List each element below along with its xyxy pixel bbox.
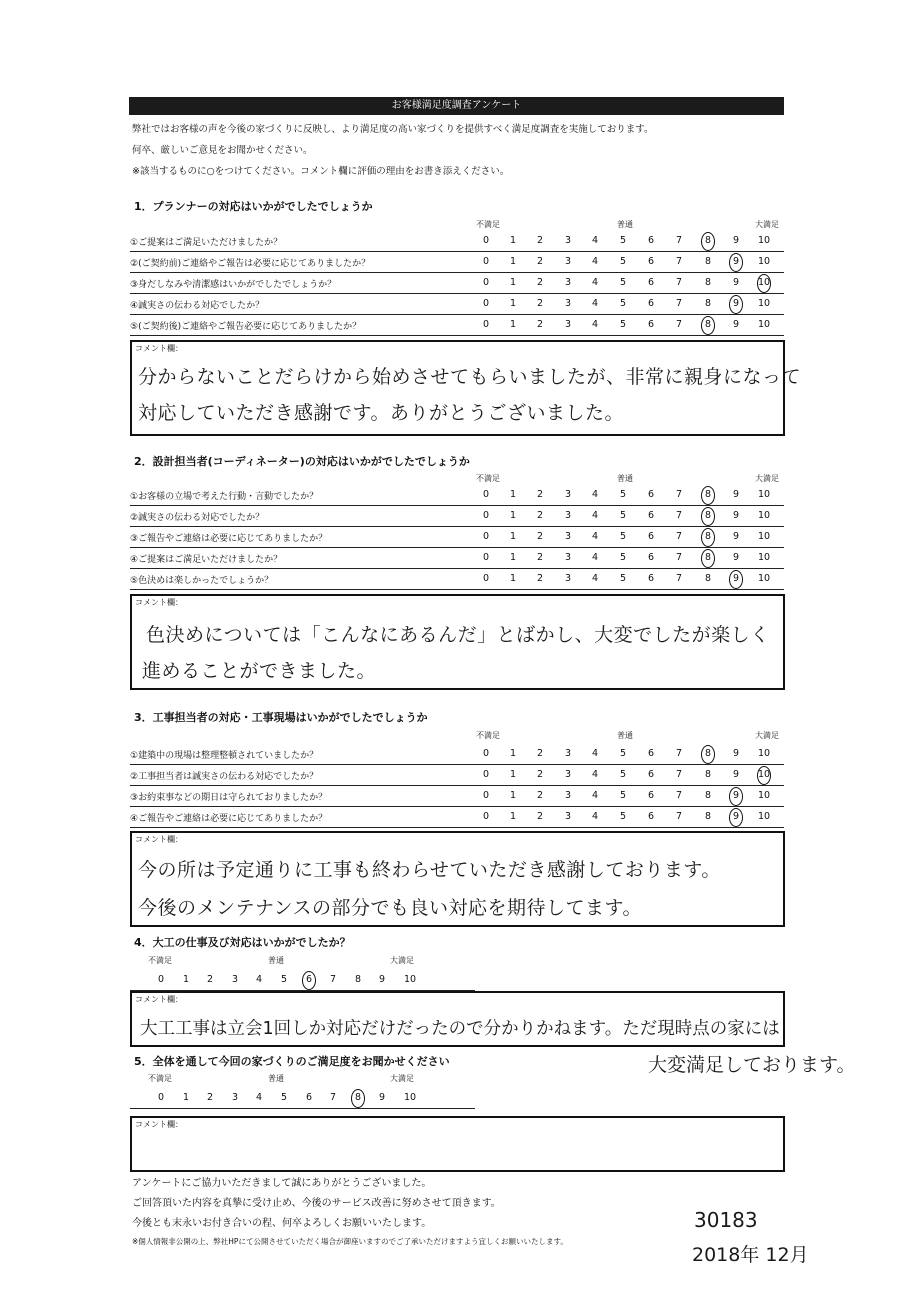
rating-option-2[interactable]: 2	[536, 510, 544, 521]
rating-option-0[interactable]: 0	[482, 298, 490, 309]
comment-label: コメント欄：	[135, 835, 183, 844]
rating-option-9[interactable]: 9	[732, 489, 740, 500]
comment-box-3[interactable]	[130, 831, 785, 927]
intro-line-1: 弊社ではお客様の声を今後の家づくりに反映し、より満足度の高い家づくりを提供すべく満足度調査を実施しております。	[132, 124, 654, 135]
footer-privacy-note: ※個人情報非公開の上、弊社HPにて公開させていただく場合が御座いますのでご了承いただけますよう宜しくお願いいたします。	[132, 1237, 568, 1246]
rating-option-0[interactable]: 0	[157, 974, 165, 985]
question-text: ④誠実さの伝わる対応でしたか？	[130, 301, 265, 311]
question-text: ④ご提案はご満足いただけましたか？	[130, 555, 283, 565]
question-text: ②誠実さの伝わる対応でしたか？	[130, 513, 265, 523]
rating-option-0[interactable]: 0	[482, 811, 490, 822]
rating-option-5[interactable]: 5	[280, 1092, 288, 1103]
rating-option-0[interactable]: 0	[482, 319, 490, 330]
rating-option-3[interactable]: 3	[564, 748, 572, 759]
rating-option-7[interactable]: 7	[675, 298, 683, 309]
rating-option-1[interactable]: 1	[509, 531, 517, 542]
rating-option-1[interactable]: 1	[182, 974, 190, 985]
question-row	[130, 807, 784, 828]
rating-option-8[interactable]: 8	[704, 277, 712, 288]
comment-label: コメント欄：	[135, 1120, 183, 1129]
rating-option-1[interactable]: 1	[509, 769, 517, 780]
rating-option-1[interactable]: 1	[509, 256, 517, 267]
rating-option-2[interactable]: 2	[536, 531, 544, 542]
section-2-title: 2．設計担当者(コーディネーター)の対応はいかがでしたでしょうか	[134, 455, 470, 468]
scale-high-label: 大満足	[390, 1074, 414, 1083]
rating-option-2[interactable]: 2	[536, 573, 544, 584]
rating-option-1[interactable]: 1	[509, 748, 517, 759]
rating-option-10[interactable]: 10	[757, 489, 771, 500]
rating-option-2[interactable]: 2	[536, 256, 544, 267]
rating-option-4[interactable]: 4	[591, 573, 599, 584]
rating-option-4[interactable]: 4	[591, 790, 599, 801]
rating-option-7[interactable]: 7	[675, 748, 683, 759]
rating-option-7[interactable]: 7	[675, 510, 683, 521]
question-text: ③お約束事などの期日は守られておりましたか？	[130, 793, 328, 803]
rating-option-10[interactable]: 10	[757, 573, 771, 584]
rating-option-7[interactable]: 7	[329, 974, 337, 985]
intro-line-3: ※該当するものに○をつけてください。コメント欄に評価の理由をお書き添えください。	[132, 166, 510, 177]
rating-option-1[interactable]: 1	[509, 510, 517, 521]
scale-low-label: 不満足	[148, 956, 172, 965]
rating-option-9[interactable]: 9	[732, 319, 740, 330]
comment-2-line-2: 進めることができました。	[142, 660, 377, 682]
rating-option-0[interactable]: 0	[482, 790, 490, 801]
section-3-title: 3．工事担当者の対応・工事現場はいかがでしたでしょうか	[134, 711, 428, 724]
rating-option-2[interactable]: 2	[536, 748, 544, 759]
rating-option-5[interactable]: 5	[619, 489, 627, 500]
rating-option-8[interactable]: 8	[348, 1092, 368, 1103]
rating-option-4[interactable]: 4	[591, 552, 599, 563]
rating-option-0[interactable]: 0	[157, 1092, 165, 1103]
comment-3-line-1: 今の所は予定通りに工事も終わらせていただき感謝しております。	[138, 859, 721, 881]
section-5-title: 5．全体を通して今回の家づくりのご満足度をお聞かせください	[134, 1055, 450, 1068]
rating-option-4[interactable]: 4	[591, 489, 599, 500]
rating-option-6[interactable]: 6	[647, 510, 655, 521]
rating-option-3[interactable]: 3	[564, 235, 572, 246]
survey-date: 2018年 12月	[692, 1244, 809, 1266]
rating-option-4[interactable]: 4	[591, 769, 599, 780]
question-row	[130, 252, 784, 273]
rating-option-2[interactable]: 2	[536, 790, 544, 801]
scale-mid-label: 普通	[617, 474, 633, 483]
comment-4-line-1: 大工工事は立会1回しか対応だけだったので分かりかねます。ただ現時点の家には	[140, 1019, 780, 1039]
question-text: ①お客様の立場で考えた行動・言動でしたか？	[130, 492, 319, 502]
rating-option-10[interactable]: 10	[757, 319, 771, 330]
question-row	[130, 273, 784, 294]
question-text: ⑤(ご契約後)ご連絡やご報告必要に応じてありましたか？	[130, 322, 362, 332]
rating-option-6[interactable]: 6	[647, 319, 655, 330]
rating-option-7[interactable]: 7	[675, 811, 683, 822]
comment-3-line-2: 今後のメンテナンスの部分でも良い対応を期待してます。	[138, 897, 642, 919]
rating-option-3[interactable]: 3	[564, 510, 572, 521]
rating-option-1[interactable]: 1	[509, 811, 517, 822]
rating-option-10[interactable]: 10	[754, 769, 774, 780]
question-row	[130, 315, 784, 336]
scale-high-label: 大満足	[755, 474, 779, 483]
rating-option-9[interactable]: 9	[378, 974, 386, 985]
rating-option-0[interactable]: 0	[482, 235, 490, 246]
question-text: ④ご報告やご連絡は必要に応じてありましたか？	[130, 814, 328, 824]
rating-option-10[interactable]: 10	[754, 277, 774, 288]
rating-option-6[interactable]: 6	[647, 298, 655, 309]
comment-4-line-2: 大変満足しております。	[648, 1054, 856, 1076]
rating-option-9[interactable]: 9	[732, 769, 740, 780]
rating-option-8[interactable]: 8	[704, 811, 712, 822]
rating-option-9[interactable]: 9	[378, 1092, 386, 1103]
rating-option-3[interactable]: 3	[564, 319, 572, 330]
rating-option-9[interactable]: 9	[732, 531, 740, 542]
rating-option-1[interactable]: 1	[509, 298, 517, 309]
rating-option-6[interactable]: 6	[647, 277, 655, 288]
rating-option-5[interactable]: 5	[619, 235, 627, 246]
rating-option-2[interactable]: 2	[536, 277, 544, 288]
comment-label: コメント欄：	[135, 995, 183, 1004]
scale-low-label: 不満足	[476, 474, 500, 483]
question-text: ③ご報告やご連絡は必要に応じてありましたか？	[130, 534, 328, 544]
comment-label: コメント欄：	[135, 598, 183, 607]
rating-option-4[interactable]: 4	[255, 974, 263, 985]
comment-box-2[interactable]	[130, 594, 785, 690]
scale-mid-label: 普通	[617, 220, 633, 229]
rating-option-10[interactable]: 10	[757, 790, 771, 801]
footer-line-3: 今後とも末永いお付き合いの程、何卒よろしくお願いいたします。	[132, 1218, 432, 1229]
rating-option-9[interactable]: 9	[732, 552, 740, 563]
rating-option-10[interactable]: 10	[757, 256, 771, 267]
rating-option-6[interactable]: 6	[647, 235, 655, 246]
rating-option-2[interactable]: 2	[536, 811, 544, 822]
customer-code: 30183	[694, 1208, 758, 1232]
rating-option-6[interactable]: 6	[647, 552, 655, 563]
rating-option-2[interactable]: 2	[536, 319, 544, 330]
rating-option-7[interactable]: 7	[329, 1092, 337, 1103]
rating-option-8[interactable]: 8	[704, 256, 712, 267]
rating-option-6[interactable]: 6	[647, 811, 655, 822]
rating-option-7[interactable]: 7	[675, 319, 683, 330]
rating-option-2[interactable]: 2	[536, 769, 544, 780]
rating-option-10[interactable]: 10	[757, 531, 771, 542]
rating-option-2[interactable]: 2	[536, 552, 544, 563]
rating-option-4[interactable]: 4	[591, 510, 599, 521]
rating-option-9[interactable]: 9	[732, 235, 740, 246]
comment-1-line-1: 分からないことだらけから始めさせてもらいましたが、非常に親身になって	[138, 366, 802, 388]
rating-option-5[interactable]: 5	[619, 277, 627, 288]
rating-option-0[interactable]: 0	[482, 769, 490, 780]
rating-option-4[interactable]: 4	[591, 256, 599, 267]
question-row	[130, 569, 784, 590]
rating-option-3[interactable]: 3	[564, 573, 572, 584]
rating-option-8[interactable]: 8	[354, 974, 362, 985]
rating-option-7[interactable]: 7	[675, 573, 683, 584]
rating-option-1[interactable]: 1	[509, 489, 517, 500]
rating-option-6[interactable]: 6	[647, 531, 655, 542]
rating-option-6[interactable]: 6	[647, 748, 655, 759]
rating-option-2[interactable]: 2	[536, 235, 544, 246]
rating-option-1[interactable]: 1	[509, 552, 517, 563]
rating-option-3[interactable]: 3	[564, 489, 572, 500]
rating-option-9[interactable]: 9	[726, 790, 746, 801]
rating-option-7[interactable]: 7	[675, 277, 683, 288]
rating-option-7[interactable]: 7	[675, 790, 683, 801]
rating-option-7[interactable]: 7	[675, 489, 683, 500]
rating-option-8[interactable]: 8	[704, 790, 712, 801]
rating-option-3[interactable]: 3	[564, 790, 572, 801]
rating-option-3[interactable]: 3	[564, 811, 572, 822]
rating-option-5[interactable]: 5	[619, 790, 627, 801]
intro-line-2: 何卒、厳しいご意見をお聞かせください。	[132, 145, 313, 156]
survey-title: お客様満足度調査アンケート	[129, 97, 784, 115]
question-row	[130, 231, 784, 252]
scale-mid-label: 普通	[617, 731, 633, 740]
rating-option-9[interactable]: 9	[726, 811, 746, 822]
rating-option-6[interactable]: 6	[305, 1092, 313, 1103]
rating-option-8[interactable]: 8	[698, 489, 718, 500]
question-row	[130, 506, 784, 527]
rating-option-10[interactable]: 10	[757, 235, 771, 246]
rating-option-10[interactable]: 10	[757, 748, 771, 759]
section-4-scale	[130, 970, 475, 991]
rating-option-5[interactable]: 5	[619, 298, 627, 309]
rating-option-8[interactable]: 8	[698, 531, 718, 542]
rating-option-10[interactable]: 10	[757, 811, 771, 822]
scale-low-label: 不満足	[148, 1074, 172, 1083]
rating-option-10[interactable]: 10	[757, 510, 771, 521]
rating-option-5[interactable]: 5	[619, 510, 627, 521]
rating-option-9[interactable]: 9	[732, 277, 740, 288]
rating-option-0[interactable]: 0	[482, 256, 490, 267]
rating-option-9[interactable]: 9	[726, 573, 746, 584]
rating-option-8[interactable]: 8	[698, 319, 718, 330]
section-1-title: 1．プランナーの対応はいかがでしたでしょうか	[134, 200, 373, 213]
rating-option-7[interactable]: 7	[675, 769, 683, 780]
rating-option-4[interactable]: 4	[591, 235, 599, 246]
question-row	[130, 527, 784, 548]
rating-option-0[interactable]: 0	[482, 573, 490, 584]
comment-1-line-2: 対応していただき感謝です。ありがとうございました。	[138, 402, 624, 424]
scale-high-label: 大満足	[755, 731, 779, 740]
rating-option-2[interactable]: 2	[206, 974, 214, 985]
rating-option-5[interactable]: 5	[619, 573, 627, 584]
rating-option-8[interactable]: 8	[698, 748, 718, 759]
rating-option-1[interactable]: 1	[509, 319, 517, 330]
question-text: ③身だしなみや清潔感はいかがでしたでしょうか？	[130, 280, 337, 290]
rating-option-3[interactable]: 3	[231, 974, 239, 985]
rating-option-10[interactable]: 10	[403, 1092, 417, 1103]
rating-option-3[interactable]: 3	[564, 531, 572, 542]
comment-box-5[interactable]	[130, 1116, 785, 1172]
comment-label: コメント欄：	[135, 344, 183, 353]
rating-option-4[interactable]: 4	[591, 277, 599, 288]
question-row	[130, 786, 784, 807]
scale-mid-label: 普通	[268, 956, 284, 965]
rating-option-5[interactable]: 5	[619, 531, 627, 542]
rating-option-8[interactable]: 8	[698, 552, 718, 563]
footer-line-2: ご回答頂いた内容を真摯に受け止め、今後のサービス改善に努めさせて頂きます。	[132, 1198, 501, 1209]
rating-option-4[interactable]: 4	[591, 811, 599, 822]
rating-option-1[interactable]: 1	[509, 235, 517, 246]
question-row	[130, 744, 784, 765]
rating-option-6[interactable]: 6	[647, 489, 655, 500]
rating-option-3[interactable]: 3	[564, 256, 572, 267]
rating-option-0[interactable]: 0	[482, 531, 490, 542]
question-text: ①建築中の現場は整理整頓されていましたか？	[130, 751, 319, 761]
comment-2-line-1: 色決めについては「こんなにあるんだ」とばかし、大変でしたが楽しく	[146, 624, 770, 646]
rating-option-5[interactable]: 5	[619, 552, 627, 563]
rating-option-7[interactable]: 7	[675, 531, 683, 542]
rating-option-5[interactable]: 5	[280, 974, 288, 985]
rating-option-2[interactable]: 2	[536, 489, 544, 500]
question-row	[130, 485, 784, 506]
rating-option-6[interactable]: 6	[647, 790, 655, 801]
rating-option-0[interactable]: 0	[482, 748, 490, 759]
rating-option-5[interactable]: 5	[619, 748, 627, 759]
rating-option-5[interactable]: 5	[619, 319, 627, 330]
rating-option-5[interactable]: 5	[619, 811, 627, 822]
rating-option-9[interactable]: 9	[732, 748, 740, 759]
rating-option-5[interactable]: 5	[619, 769, 627, 780]
rating-option-0[interactable]: 0	[482, 510, 490, 521]
rating-option-7[interactable]: 7	[675, 256, 683, 267]
rating-option-0[interactable]: 0	[482, 489, 490, 500]
rating-option-7[interactable]: 7	[675, 552, 683, 563]
scale-low-label: 不満足	[476, 731, 500, 740]
rating-option-8[interactable]: 8	[704, 573, 712, 584]
scale-mid-label: 普通	[268, 1074, 284, 1083]
rating-option-3[interactable]: 3	[564, 277, 572, 288]
question-row	[130, 294, 784, 315]
scale-high-label: 大満足	[755, 220, 779, 229]
scale-high-label: 大満足	[390, 956, 414, 965]
rating-option-8[interactable]: 8	[698, 235, 718, 246]
rating-option-7[interactable]: 7	[675, 235, 683, 246]
rating-option-1[interactable]: 1	[182, 1092, 190, 1103]
rating-option-2[interactable]: 2	[206, 1092, 214, 1103]
rating-option-4[interactable]: 4	[591, 531, 599, 542]
comment-box-4[interactable]	[130, 991, 785, 1047]
rating-option-10[interactable]: 10	[403, 974, 417, 985]
question-text: ⑤色決めは楽しかったでしょうか？	[130, 576, 274, 586]
rating-option-10[interactable]: 10	[757, 298, 771, 309]
question-row	[130, 548, 784, 569]
question-row	[130, 765, 784, 786]
rating-option-6[interactable]: 6	[299, 974, 319, 985]
rating-option-3[interactable]: 3	[564, 769, 572, 780]
comment-box-1[interactable]	[130, 340, 802, 436]
rating-option-3[interactable]: 3	[231, 1092, 239, 1103]
rating-option-6[interactable]: 6	[647, 769, 655, 780]
rating-option-0[interactable]: 0	[482, 277, 490, 288]
rating-option-3[interactable]: 3	[564, 298, 572, 309]
rating-option-8[interactable]: 8	[698, 510, 718, 521]
rating-option-4[interactable]: 4	[591, 748, 599, 759]
question-text: ①ご提案はご満足いただけましたか？	[130, 238, 283, 248]
rating-option-10[interactable]: 10	[757, 552, 771, 563]
footer-line-1: アンケートにご協力いただきまして誠にありがとうございました。	[132, 1178, 432, 1189]
rating-option-9[interactable]: 9	[732, 510, 740, 521]
rating-option-8[interactable]: 8	[704, 769, 712, 780]
rating-option-8[interactable]: 8	[704, 298, 712, 309]
rating-option-3[interactable]: 3	[564, 552, 572, 563]
question-text: ②(ご契約前)ご連絡やご報告は必要に応じてありましたか？	[130, 259, 371, 269]
rating-option-2[interactable]: 2	[536, 298, 544, 309]
rating-option-6[interactable]: 6	[647, 573, 655, 584]
rating-option-1[interactable]: 1	[509, 790, 517, 801]
rating-option-4[interactable]: 4	[591, 319, 599, 330]
rating-option-6[interactable]: 6	[647, 256, 655, 267]
rating-option-4[interactable]: 4	[255, 1092, 263, 1103]
question-text: ②工事担当者は誠実さの伝わる対応でしたか？	[130, 772, 319, 782]
rating-option-9[interactable]: 9	[726, 298, 746, 309]
section-4-title: 4．大工の仕事及び対応はいかがでしたか？	[134, 936, 351, 949]
rating-option-1[interactable]: 1	[509, 277, 517, 288]
rating-option-0[interactable]: 0	[482, 552, 490, 563]
rating-option-9[interactable]: 9	[726, 256, 746, 267]
rating-option-4[interactable]: 4	[591, 298, 599, 309]
rating-option-5[interactable]: 5	[619, 256, 627, 267]
scale-low-label: 不満足	[476, 220, 500, 229]
rating-option-1[interactable]: 1	[509, 573, 517, 584]
section-5-scale	[130, 1088, 475, 1109]
